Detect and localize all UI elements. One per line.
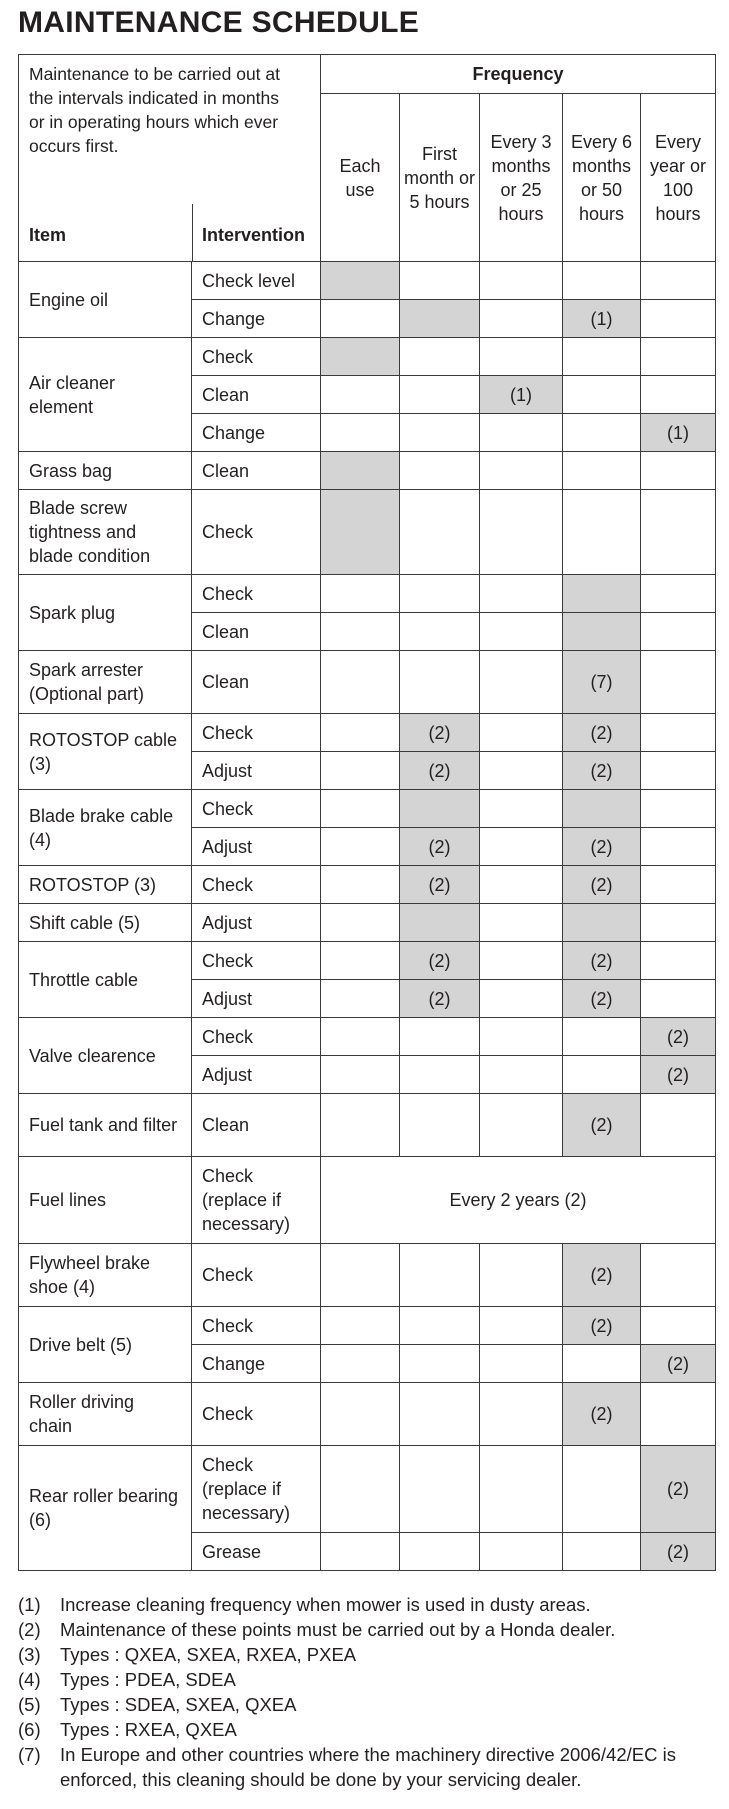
table-row	[19, 1244, 716, 1307]
schedule-cell	[321, 414, 400, 452]
schedule-cell	[480, 300, 563, 338]
schedule-cell	[641, 262, 716, 300]
intervention-cell: Adjust	[192, 828, 321, 866]
schedule-cell	[480, 452, 563, 490]
footnote-text: Maintenance of these points must be carried out by a Honda dealer.	[60, 1619, 616, 1640]
item-column-header: Item	[29, 225, 67, 245]
schedule-cell	[321, 1244, 400, 1307]
intervention-cell: Check level	[192, 262, 321, 300]
item-cell: Fuel lines	[19, 1157, 192, 1244]
schedule-cell: (2)	[400, 714, 480, 752]
schedule-cell	[400, 1307, 480, 1345]
schedule-cell	[321, 866, 400, 904]
schedule-cell	[321, 613, 400, 651]
schedule-cell	[321, 1094, 400, 1157]
intervention-cell: Clean	[192, 452, 321, 490]
item-cell: Flywheel brake shoe (4)	[19, 1244, 192, 1307]
schedule-cell: (1)	[480, 376, 563, 414]
schedule-cell	[480, 828, 563, 866]
schedule-cell: (2)	[563, 714, 641, 752]
schedule-cell	[400, 414, 480, 452]
intervention-cell: Check	[192, 790, 321, 828]
schedule-cell	[321, 300, 400, 338]
schedule-cell: (2)	[400, 866, 480, 904]
item-cell: Drive belt (5)	[19, 1307, 192, 1383]
schedule-cell	[563, 1056, 641, 1094]
schedule-cell	[641, 338, 716, 376]
footnote-number: (6)	[18, 1719, 41, 1740]
page-title: MAINTENANCE SCHEDULE	[18, 6, 420, 39]
schedule-cell	[563, 262, 641, 300]
intervention-cell: Check	[192, 942, 321, 980]
schedule-cell	[641, 1383, 716, 1446]
schedule-cell	[480, 752, 563, 790]
schedule-cell: (2)	[563, 942, 641, 980]
schedule-cell	[480, 714, 563, 752]
schedule-cell	[321, 338, 400, 376]
intervention-cell: Change	[192, 414, 321, 452]
schedule-cell	[641, 490, 716, 575]
schedule-cell	[563, 414, 641, 452]
intervention-column-header: Intervention	[202, 225, 306, 245]
schedule-cell	[400, 1383, 480, 1446]
footnote-text: Types : QXEA, SXEA, RXEA, PXEA	[60, 1644, 357, 1665]
intervention-cell: Check	[192, 575, 321, 613]
footnote-text: Types : RXEA, QXEA	[60, 1719, 237, 1740]
footnote-text: In Europe and other countries where the machinery directive 2006/42/EC is enforced, this cleaning should be done by your servicing dealer.	[60, 1744, 676, 1790]
schedule-cell	[400, 1018, 480, 1056]
table-header-intro	[19, 55, 321, 262]
schedule-cell	[480, 1094, 563, 1157]
item-cell: ROTOSTOP cable (3)	[19, 714, 192, 790]
intervention-cell: Adjust	[192, 904, 321, 942]
schedule-cell	[400, 300, 480, 338]
schedule-cell	[641, 866, 716, 904]
schedule-cell	[641, 1094, 716, 1157]
schedule-cell	[321, 828, 400, 866]
schedule-cell	[321, 714, 400, 752]
intervention-cell: Change	[192, 1345, 321, 1383]
column-every-3-months: Every 3 months or 25 hours	[480, 94, 563, 262]
schedule-cell	[400, 262, 480, 300]
table-row	[19, 575, 716, 613]
schedule-cell	[641, 828, 716, 866]
item-cell: Shift cable (5)	[19, 904, 192, 942]
schedule-cell: (2)	[641, 1533, 716, 1571]
schedule-cell	[321, 1018, 400, 1056]
schedule-cell	[563, 790, 641, 828]
footnote-number: (4)	[18, 1669, 41, 1690]
schedule-cell: (2)	[641, 1018, 716, 1056]
schedule-cell: (2)	[400, 752, 480, 790]
schedule-cell	[480, 1244, 563, 1307]
table-row	[19, 1094, 716, 1157]
schedule-cell	[480, 1533, 563, 1571]
schedule-cell	[321, 790, 400, 828]
intervention-cell: Check	[192, 866, 321, 904]
footnote-text: Types : SDEA, SXEA, QXEA	[60, 1694, 297, 1715]
schedule-cell	[321, 1533, 400, 1571]
intervention-cell: Adjust	[192, 1056, 321, 1094]
schedule-cell	[321, 575, 400, 613]
table-row	[19, 452, 716, 490]
schedule-cell	[321, 980, 400, 1018]
schedule-cell	[321, 1056, 400, 1094]
item-cell: Blade screw tightness and blade condition	[19, 490, 192, 575]
intervention-cell: Clean	[192, 1094, 321, 1157]
footnote	[18, 1617, 718, 1642]
table-row	[19, 904, 716, 942]
schedule-cell: (1)	[641, 414, 716, 452]
schedule-cell	[480, 1056, 563, 1094]
schedule-cell	[480, 1383, 563, 1446]
item-cell: ROTOSTOP (3)	[19, 866, 192, 904]
schedule-cell	[400, 1056, 480, 1094]
table-row	[19, 338, 716, 376]
schedule-cell: (2)	[563, 1094, 641, 1157]
schedule-cell	[641, 904, 716, 942]
schedule-cell	[480, 904, 563, 942]
schedule-cell	[321, 1383, 400, 1446]
schedule-cell: (2)	[641, 1446, 716, 1533]
table-row	[19, 1307, 716, 1345]
schedule-cell: (2)	[563, 1244, 641, 1307]
item-cell: Spark plug	[19, 575, 192, 651]
column-each-use: Each use	[321, 94, 400, 262]
schedule-cell: (2)	[563, 1307, 641, 1345]
schedule-cell: (7)	[563, 651, 641, 714]
schedule-cell	[641, 651, 716, 714]
footnote	[18, 1692, 718, 1717]
intervention-cell: Clean	[192, 376, 321, 414]
intervention-cell: Adjust	[192, 752, 321, 790]
schedule-cell: (2)	[400, 828, 480, 866]
schedule-cell	[563, 904, 641, 942]
schedule-cell	[321, 904, 400, 942]
footnote-text: Types : PDEA, SDEA	[60, 1669, 236, 1690]
intervention-cell: Grease	[192, 1533, 321, 1571]
table-row	[19, 1383, 716, 1446]
item-cell: Rear roller bearing (6)	[19, 1446, 192, 1571]
intervention-cell: Check	[192, 1383, 321, 1446]
frequency-header: Frequency	[321, 55, 716, 94]
schedule-cell: (2)	[641, 1056, 716, 1094]
footnotes	[18, 1592, 718, 1792]
schedule-cell	[563, 575, 641, 613]
footnote-number: (2)	[18, 1619, 41, 1640]
schedule-cell	[400, 376, 480, 414]
schedule-cell	[641, 376, 716, 414]
schedule-cell	[321, 262, 400, 300]
schedule-cell: (2)	[563, 828, 641, 866]
schedule-cell	[400, 1345, 480, 1383]
schedule-cell	[321, 1307, 400, 1345]
intervention-cell: Check	[192, 1244, 321, 1307]
schedule-cell: (2)	[563, 1383, 641, 1446]
schedule-cell	[563, 376, 641, 414]
column-every-year: Every year or 100 hours	[641, 94, 716, 262]
schedule-cell	[641, 613, 716, 651]
item-cell: Valve clearence	[19, 1018, 192, 1094]
schedule-cell	[480, 262, 563, 300]
schedule-cell: (2)	[563, 980, 641, 1018]
schedule-cell	[641, 1307, 716, 1345]
schedule-cell	[563, 490, 641, 575]
schedule-cell	[480, 866, 563, 904]
schedule-cell	[321, 651, 400, 714]
schedule-cell	[480, 575, 563, 613]
intervention-cell: Check	[192, 714, 321, 752]
table-row	[19, 790, 716, 828]
schedule-cell	[321, 1345, 400, 1383]
schedule-cell	[563, 1533, 641, 1571]
schedule-cell	[480, 942, 563, 980]
schedule-cell	[400, 1446, 480, 1533]
schedule-cell	[321, 490, 400, 575]
footnote-text: Increase cleaning frequency when mower is used in dusty areas.	[60, 1594, 591, 1615]
schedule-cell	[641, 1244, 716, 1307]
schedule-cell	[480, 490, 563, 575]
schedule-cell	[400, 1533, 480, 1571]
column-first-month: First month or 5 hours	[400, 94, 480, 262]
item-cell: Grass bag	[19, 452, 192, 490]
table-row	[19, 1018, 716, 1056]
maintenance-table	[18, 54, 716, 1571]
intervention-cell: Clean	[192, 613, 321, 651]
footnote-number: (1)	[18, 1594, 41, 1615]
item-cell: Spark arrester (Optional part)	[19, 651, 192, 714]
schedule-cell: (2)	[400, 980, 480, 1018]
schedule-cell	[480, 651, 563, 714]
schedule-cell	[563, 613, 641, 651]
table-row	[19, 262, 716, 300]
schedule-cell	[321, 452, 400, 490]
intervention-cell: Check (replace if necessary)	[192, 1157, 321, 1244]
schedule-cell	[480, 790, 563, 828]
schedule-cell	[400, 613, 480, 651]
schedule-cell	[480, 613, 563, 651]
intervention-cell: Check	[192, 1307, 321, 1345]
table-row	[19, 651, 716, 714]
intervention-cell: Check	[192, 1018, 321, 1056]
schedule-cell	[480, 1446, 563, 1533]
schedule-cell	[400, 1244, 480, 1307]
header-divider	[192, 204, 193, 261]
column-every-6-months: Every 6 months or 50 hours	[563, 94, 641, 262]
intro-text: Maintenance to be carried out at the intervals indicated in months or in operating hours which ever occurs first.	[29, 64, 280, 156]
schedule-cell	[321, 1446, 400, 1533]
schedule-cell	[641, 575, 716, 613]
item-cell: Throttle cable	[19, 942, 192, 1018]
schedule-cell	[321, 376, 400, 414]
schedule-span-cell: Every 2 years (2)	[321, 1157, 716, 1244]
schedule-cell	[480, 1307, 563, 1345]
schedule-cell	[641, 752, 716, 790]
schedule-cell	[480, 414, 563, 452]
item-cell: Air cleaner element	[19, 338, 192, 452]
footnote-number: (3)	[18, 1644, 41, 1665]
schedule-cell	[641, 980, 716, 1018]
schedule-cell	[400, 651, 480, 714]
intervention-cell: Check	[192, 490, 321, 575]
footnote-number: (7)	[18, 1744, 41, 1765]
footnote	[18, 1642, 718, 1667]
intervention-cell: Check	[192, 338, 321, 376]
intervention-cell: Change	[192, 300, 321, 338]
schedule-cell	[563, 452, 641, 490]
schedule-cell	[321, 752, 400, 790]
schedule-cell	[480, 338, 563, 376]
schedule-cell	[480, 980, 563, 1018]
table-row	[19, 866, 716, 904]
table-row	[19, 1157, 716, 1244]
schedule-cell: (2)	[563, 752, 641, 790]
item-cell: Engine oil	[19, 262, 192, 338]
schedule-cell	[321, 942, 400, 980]
schedule-cell	[400, 575, 480, 613]
schedule-cell	[641, 300, 716, 338]
schedule-cell	[563, 1018, 641, 1056]
schedule-cell	[641, 790, 716, 828]
table-row	[19, 714, 716, 752]
schedule-cell	[400, 904, 480, 942]
schedule-cell	[563, 338, 641, 376]
footnote	[18, 1592, 718, 1617]
table-row	[19, 942, 716, 980]
schedule-cell	[563, 1446, 641, 1533]
footnote	[18, 1667, 718, 1692]
intervention-cell: Adjust	[192, 980, 321, 1018]
schedule-cell	[563, 1345, 641, 1383]
schedule-cell	[641, 452, 716, 490]
schedule-cell: (2)	[400, 942, 480, 980]
table-row	[19, 490, 716, 575]
schedule-cell	[400, 338, 480, 376]
schedule-cell	[480, 1345, 563, 1383]
table-row	[19, 1446, 716, 1533]
schedule-cell: (2)	[641, 1345, 716, 1383]
schedule-cell	[400, 1094, 480, 1157]
schedule-cell	[400, 490, 480, 575]
item-cell: Roller driving chain	[19, 1383, 192, 1446]
item-cell: Blade brake cable (4)	[19, 790, 192, 866]
item-cell: Fuel tank and filter	[19, 1094, 192, 1157]
footnote	[18, 1717, 718, 1742]
schedule-cell: (1)	[563, 300, 641, 338]
schedule-cell	[641, 942, 716, 980]
schedule-cell	[400, 452, 480, 490]
schedule-cell: (2)	[563, 866, 641, 904]
footnote	[18, 1742, 718, 1792]
footnote-number: (5)	[18, 1694, 41, 1715]
schedule-cell	[641, 714, 716, 752]
schedule-cell	[480, 1018, 563, 1056]
intervention-cell: Clean	[192, 651, 321, 714]
schedule-cell	[400, 790, 480, 828]
intervention-cell: Check (replace if necessary)	[192, 1446, 321, 1533]
